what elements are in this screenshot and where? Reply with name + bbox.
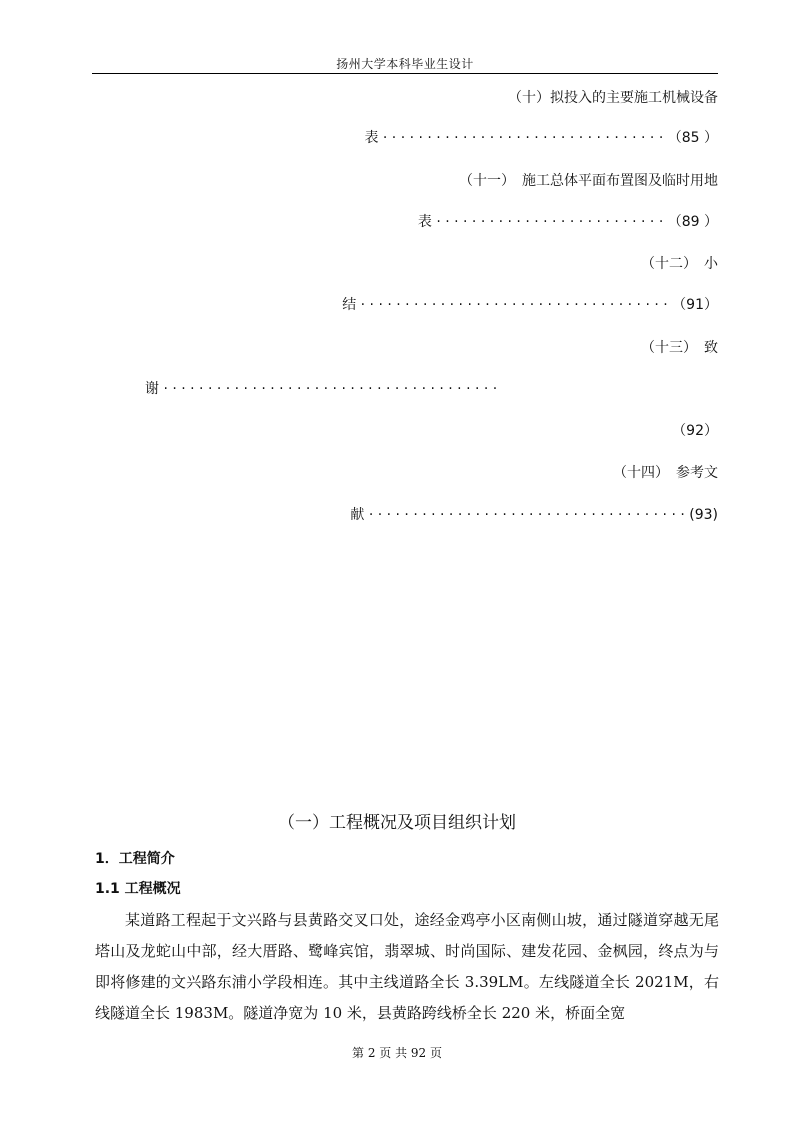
section-title: （一）工程概况及项目组织计划 — [278, 813, 516, 833]
toc-entry-13-leader — [145, 379, 497, 399]
toc-entry-13-page: （92） — [672, 423, 718, 439]
heading-1-1: 1.1 工程概况 — [95, 881, 181, 897]
toc-entry-12-leader — [148, 295, 718, 315]
heading-1: 1．工程简介 — [95, 851, 175, 867]
toc-entry-10-title: （十）拟投入的主要施工机械设备 — [508, 90, 718, 106]
toc-entry-12-lead: 结 — [342, 297, 357, 313]
toc-entry-12-page: （91） — [672, 297, 718, 313]
toc-entry-10-leader — [178, 128, 718, 148]
toc-entry-14-dots: · · · · · · · · · · · · · · · · · · · · · · · · · · · · · · · · · · · · — [368, 507, 685, 523]
toc-entry-11-dots: · · · · · · · · · · · · · · · · · · · · · · · · · · — [436, 214, 664, 230]
toc-entry-12-dots: · · · · · · · · · · · · · · · · · · · · · · · · · · · · · · · · · · · — [360, 297, 668, 313]
toc-entry-11-page: （89 ） — [667, 214, 718, 230]
toc-entry-11-lead: 表 — [417, 214, 432, 230]
toc-entry-13-lead: 谢 — [145, 381, 159, 397]
toc-entry-11-leader — [298, 212, 718, 232]
toc-entry-14-lead: 献 — [350, 507, 365, 523]
toc-entry-14-page: (93) — [689, 507, 718, 523]
header-rule — [92, 73, 718, 74]
toc-entry-13-dots: · · · · · · · · · · · · · · · · · · · · · · · · · · · · · · · · · · · · · · — [163, 381, 498, 397]
toc-entry-14-title: （十四） 参考文 — [613, 465, 718, 481]
toc-entry-11-title: （十一） 施工总体平面布置图及临时用地 — [459, 173, 718, 189]
page-footer: 第 2 页 共 92 页 — [352, 1046, 442, 1060]
toc-entry-14-leader — [173, 505, 718, 525]
page-header: 扬州大学本科毕业生设计 — [336, 57, 474, 71]
toc-entry-10-lead: 表 — [364, 130, 379, 146]
body-paragraph: 某道路工程起于文兴路与县黄路交叉口处，途经金鸡亭小区南侧山坡，通过隧道穿越无尾塔山及龙蛇山中部，经大厝路、鹭峰宾馆，翡翠城、时尚国际、建发花园、金枫园，终点为与即将修建的文兴路东浦小学段相连。其中主线道路全长 3.39LM。左线隧道全长 2021M，右线隧道全长 1983M。隧道净宽为 10 米，县黄路跨线桥全长 220 米，桥面全宽 — [95, 911, 719, 1022]
toc-entry-10-dots: · · · · · · · · · · · · · · · · · · · · · · · · · · · · · · · · — [382, 130, 664, 146]
toc-entry-12-title: （十二） 小 — [641, 256, 718, 272]
toc-entry-13-title: （十三） 致 — [641, 340, 718, 356]
toc-entry-10-page: （85 ） — [667, 130, 718, 146]
